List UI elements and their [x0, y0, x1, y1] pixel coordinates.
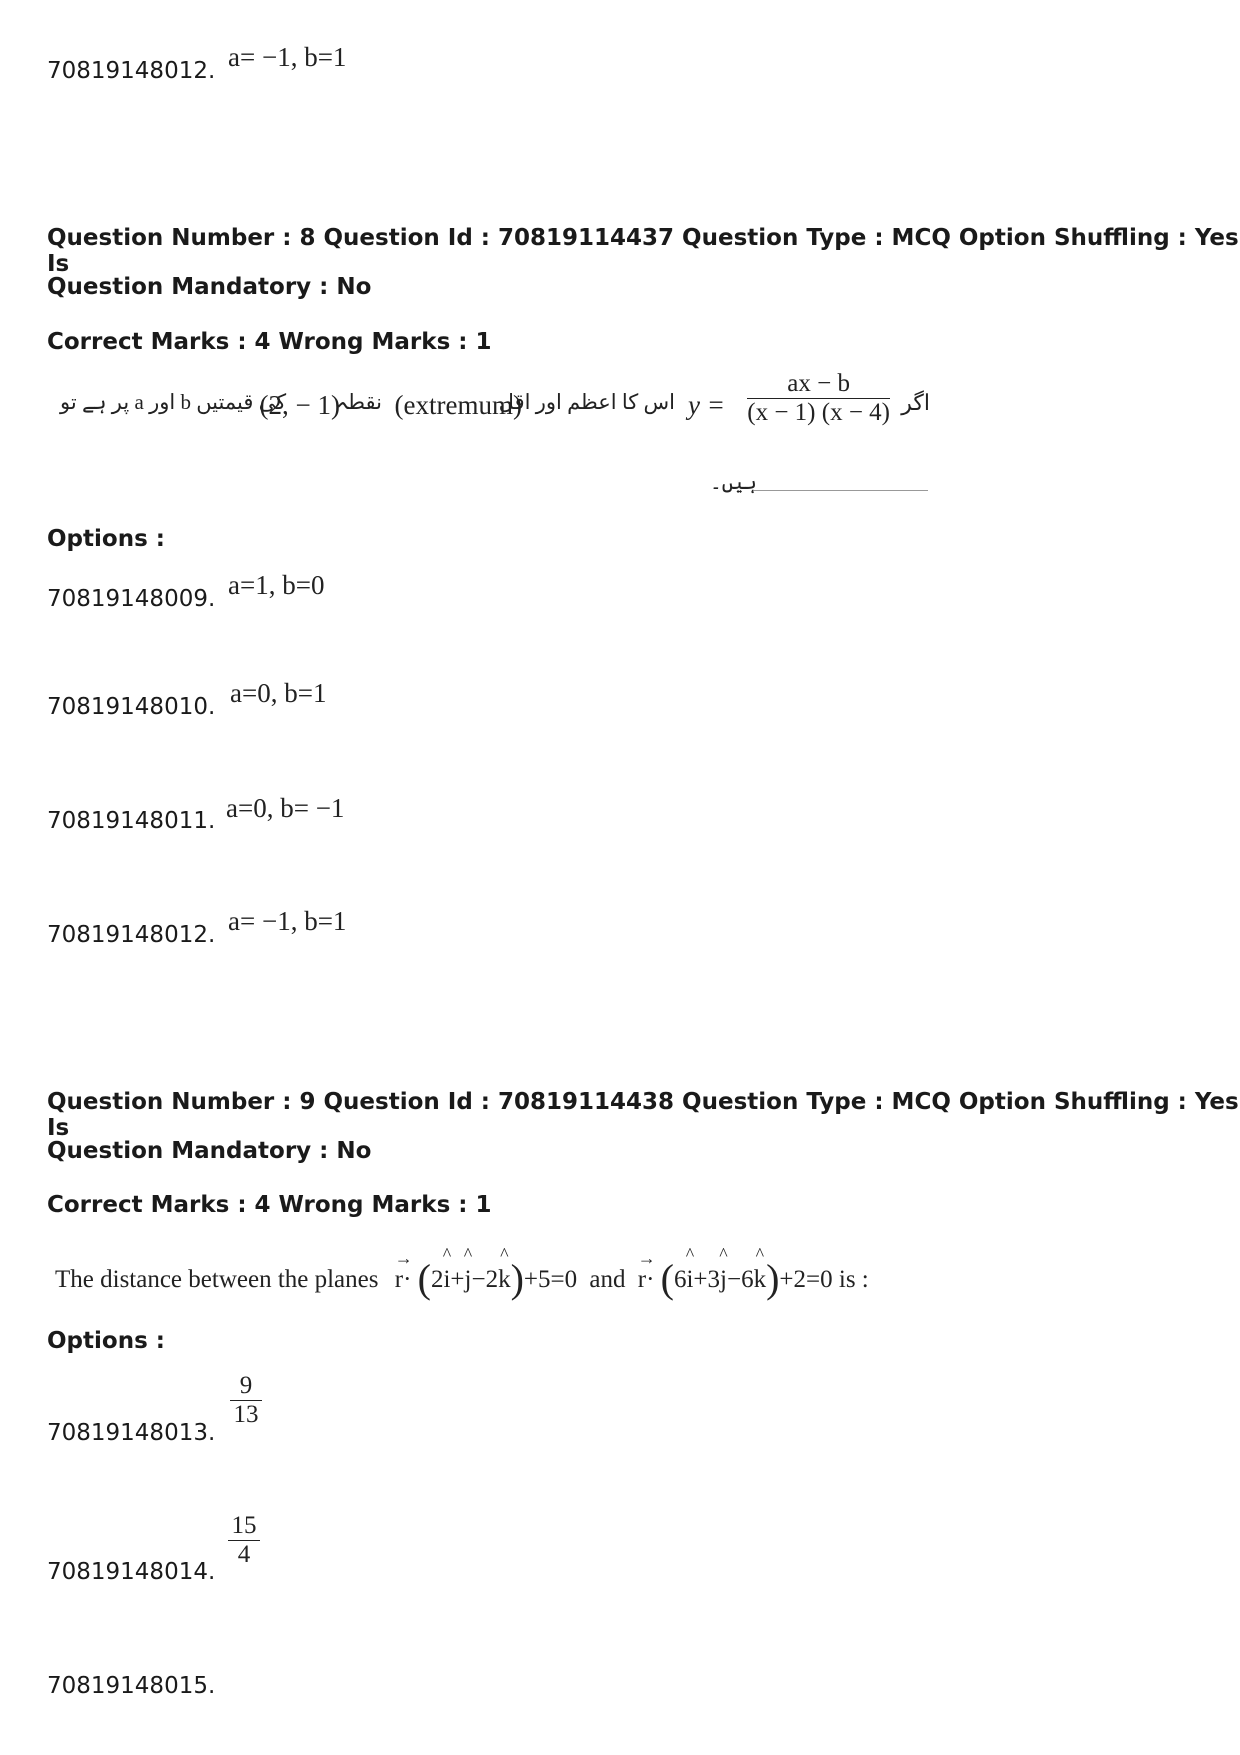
option-id: 70819148012. [47, 58, 216, 84]
option-id: 70819148012. [47, 922, 216, 948]
q9-is: is : [838, 1266, 869, 1293]
option-id: 70819148013. [47, 1420, 216, 1446]
q8-numerator: ax − b [787, 370, 850, 397]
q9-header-line2: Question Mandatory : No [47, 1138, 372, 1164]
fraction-denominator: 4 [237, 1541, 251, 1568]
q8-urdu-mid: اس کا اعظم اور اقل [498, 390, 675, 414]
fraction-numerator: 15 [231, 1512, 257, 1539]
r-vector-2: → r [637, 1248, 656, 1293]
q9-header-line1: Question Number : 9 Question Id : 70819114438 Question Type : MCQ Option Shuffling : Yes Is [47, 1089, 1239, 1141]
q8-extremum: (extremum) [394, 390, 522, 420]
fraction-numerator: 9 [239, 1372, 253, 1399]
q8-marks: Correct Marks : 4 Wrong Marks : 1 [47, 329, 492, 355]
option-id: 70819148010. [47, 694, 216, 720]
r-vector-1: → r [394, 1248, 413, 1293]
q8-fraction [747, 370, 890, 427]
q9-marks: Correct Marks : 4 Wrong Marks : 1 [47, 1192, 492, 1218]
option-id: 70819148015. [47, 1673, 216, 1699]
q8-urdu-point: نقطہ [336, 390, 382, 414]
fraction-denominator: 13 [233, 1401, 259, 1428]
q8-urdu-end: ہیں۔ [710, 472, 757, 494]
q9-stem-text: The distance between the planes [55, 1266, 379, 1293]
q8-blank-line [752, 490, 928, 491]
option-id: 70819148011. [47, 808, 216, 834]
option-fraction [230, 1372, 262, 1429]
q9-stem: The distance between the planes → r· (2^ i+^ j−2^ k)+5=0 and → r· (6^ i+3^ j−6^ k)+2=0 is : [55, 1255, 869, 1302]
q8-point: (2, − 1) [259, 390, 340, 420]
q8-y-equals: y = [688, 390, 725, 420]
option-fraction [228, 1512, 260, 1569]
q8-denominator: (x − 1) (x − 4) [747, 399, 890, 426]
option-id: 70819148009. [47, 586, 216, 612]
q8-header-line1: Question Number : 8 Question Id : 70819114437 Question Type : MCQ Option Shuffling : Yes Is [47, 225, 1239, 277]
q8-urdu-prefix: اگر [901, 390, 930, 415]
option-value: a=0, b= −1 [226, 793, 345, 823]
q9-and: and [589, 1266, 626, 1293]
q8-header-line2: Question Mandatory : No [47, 274, 372, 300]
option-value: a=0, b=1 [230, 678, 327, 708]
option-id: 70819148014. [47, 1559, 216, 1585]
option-value: a=1, b=0 [228, 570, 325, 600]
option-value: a= −1, b=1 [228, 906, 347, 936]
q8-options-label: Options : [47, 526, 165, 552]
q8-urdu-tail: پر ہے تو a اور b کی قیمتیں [60, 390, 287, 414]
option-value: a= −1, b=1 [228, 42, 347, 72]
q8-stem [60, 368, 930, 438]
q9-options-label: Options : [47, 1328, 165, 1354]
